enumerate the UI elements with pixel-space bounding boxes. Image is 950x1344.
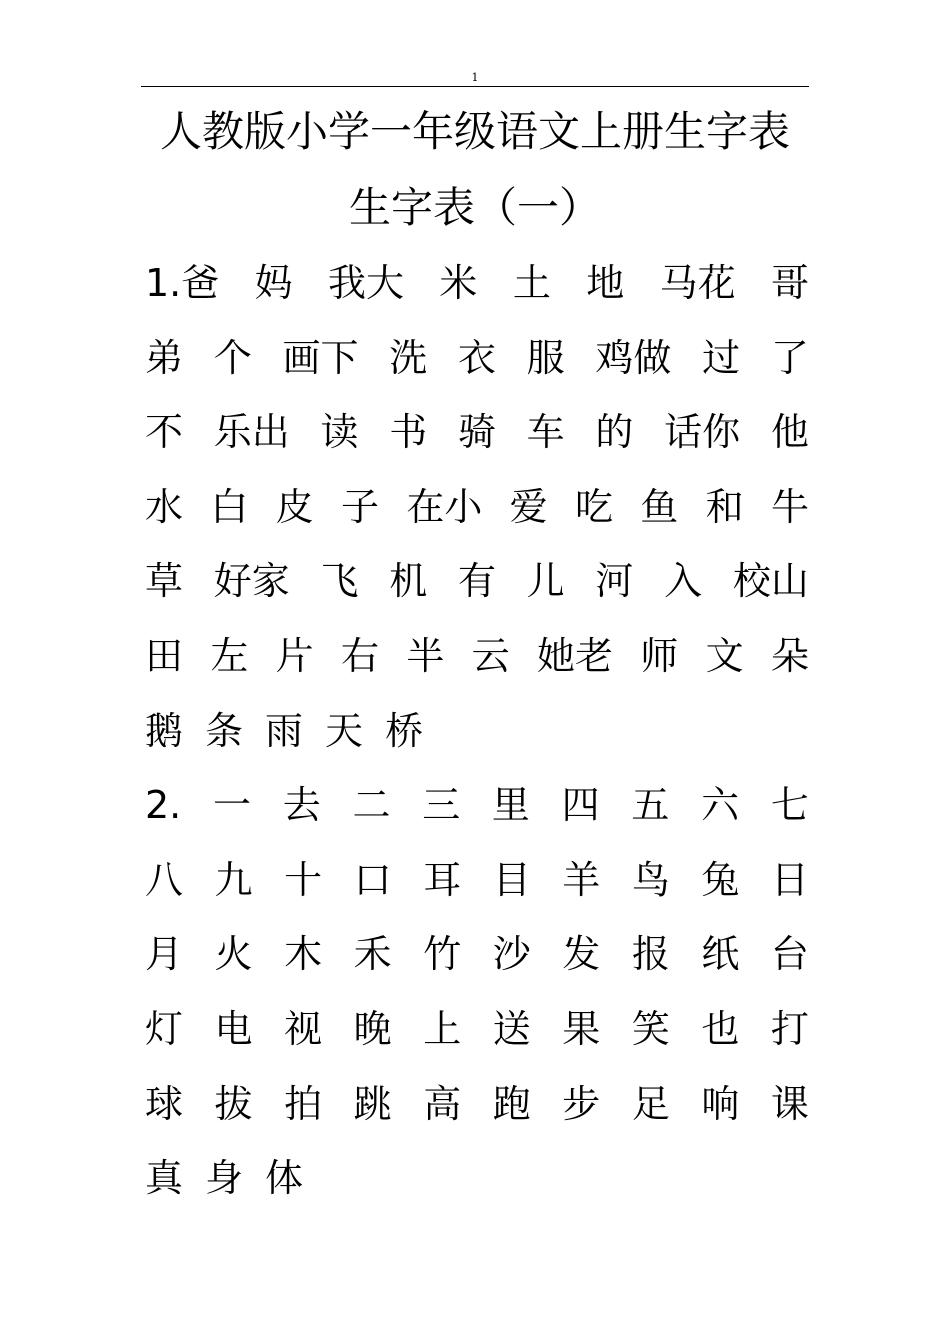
character-item: 送 <box>492 1007 531 1051</box>
character-item: 六 <box>701 783 740 827</box>
character-item: 沙 <box>492 932 531 976</box>
character-item: 的 <box>595 410 634 454</box>
character-item: 口 <box>353 858 392 902</box>
character-item: 车 <box>526 410 565 454</box>
character-item: 五 <box>631 783 670 827</box>
character-item: 师 <box>640 634 679 678</box>
character-line <box>145 404 809 460</box>
character-line <box>145 479 809 535</box>
character-item: 打 <box>770 1007 809 1051</box>
character-item: 步 <box>562 1082 601 1126</box>
character-item: 响 <box>701 1082 740 1126</box>
character-item: 朵 <box>770 634 809 678</box>
character-item: 校山 <box>732 559 809 603</box>
character-line <box>145 330 809 386</box>
character-line <box>145 553 809 609</box>
character-item: 三 <box>422 783 461 827</box>
character-item: 水 <box>145 485 184 529</box>
character-item: 身 <box>205 1156 244 1200</box>
character-item: 爱 <box>509 485 548 529</box>
character-item: 课 <box>770 1082 809 1126</box>
character-item: 鸟 <box>631 858 670 902</box>
character-item: 2. <box>145 783 182 827</box>
character-item: 发 <box>562 932 601 976</box>
character-item: 视 <box>284 1007 323 1051</box>
character-item: 好家 <box>213 559 290 603</box>
character-item: 雨 <box>265 709 304 753</box>
character-item: 左 <box>210 634 249 678</box>
character-item: 读 <box>320 410 359 454</box>
character-item: 目 <box>492 858 531 902</box>
page-number: 1 <box>471 71 479 84</box>
character-item: 哥 <box>770 261 809 305</box>
character-item: 二 <box>352 783 391 827</box>
character-item: 云 <box>471 634 510 678</box>
character-item: 高 <box>423 1082 462 1126</box>
character-item: 米 <box>439 261 478 305</box>
character-item: 有 <box>457 559 496 603</box>
header-rule <box>141 86 809 87</box>
character-item: 报 <box>631 932 670 976</box>
character-item: 兔 <box>701 858 740 902</box>
document-title: 人教版小学一年级语文上册生字表 <box>159 107 790 156</box>
character-item: 飞 <box>320 559 359 603</box>
character-item: 文 <box>705 634 744 678</box>
character-line <box>145 628 809 684</box>
character-item: 日 <box>770 858 809 902</box>
character-item: 拍 <box>284 1082 323 1126</box>
character-line <box>145 926 809 982</box>
character-line <box>145 852 809 908</box>
character-item: 马花 <box>659 261 736 305</box>
character-item: 鱼 <box>640 485 679 529</box>
character-item: 里 <box>491 783 530 827</box>
character-item: 羊 <box>562 858 601 902</box>
character-item: 了 <box>770 336 809 380</box>
character-item: 八 <box>145 858 184 902</box>
character-item: 机 <box>389 559 428 603</box>
character-item: 九 <box>214 858 253 902</box>
character-item: 田 <box>145 634 184 678</box>
character-item: 不 <box>145 410 184 454</box>
character-item: 台 <box>770 932 809 976</box>
character-item: 吃 <box>574 485 613 529</box>
character-item: 桥 <box>385 709 424 753</box>
character-item: 球 <box>145 1082 184 1126</box>
character-item: 儿 <box>526 559 565 603</box>
character-item: 衣 <box>457 336 496 380</box>
character-item: 服 <box>526 336 565 380</box>
character-item: 半 <box>406 634 445 678</box>
character-item: 拔 <box>214 1082 253 1126</box>
character-item: 片 <box>275 634 314 678</box>
character-item: 一 <box>212 783 251 827</box>
character-item: 子 <box>340 485 379 529</box>
character-item: 天 <box>325 709 364 753</box>
character-item: 入 <box>664 559 703 603</box>
character-item: 跳 <box>353 1082 392 1126</box>
character-item: 体 <box>265 1156 304 1200</box>
character-item: 电 <box>214 1007 253 1051</box>
character-item: 条 <box>205 709 244 753</box>
character-item: 弟 <box>145 336 184 380</box>
character-item: 牛 <box>770 485 809 529</box>
character-item: 也 <box>701 1007 740 1051</box>
character-item: 白 <box>210 485 249 529</box>
character-item: 乐出 <box>213 410 290 454</box>
character-item: 晚 <box>353 1007 392 1051</box>
character-item: 七 <box>770 783 809 827</box>
character-item: 画下 <box>282 336 359 380</box>
character-item: 妈 <box>254 261 293 305</box>
character-item: 跑 <box>492 1082 531 1126</box>
character-item: 火 <box>214 932 253 976</box>
character-line <box>145 1076 809 1132</box>
character-line <box>145 1150 809 1206</box>
character-item: 四 <box>561 783 600 827</box>
character-item: 笑 <box>631 1007 670 1051</box>
character-item: 洗 <box>389 336 428 380</box>
character-item: 右 <box>340 634 379 678</box>
character-item: 去 <box>282 783 321 827</box>
character-item: 话你 <box>664 410 741 454</box>
character-item: 皮 <box>275 485 314 529</box>
character-item: 十 <box>284 858 323 902</box>
character-item: 禾 <box>353 932 392 976</box>
character-item: 耳 <box>423 858 462 902</box>
character-line <box>145 703 809 759</box>
character-item: 河 <box>595 559 634 603</box>
character-item: 在小 <box>406 485 483 529</box>
character-item: 1.爸 <box>145 261 220 305</box>
character-item: 鹅 <box>145 709 184 753</box>
character-item: 鸡做 <box>595 336 672 380</box>
character-line <box>145 1001 809 1057</box>
character-item: 个 <box>213 336 252 380</box>
character-item: 骑 <box>457 410 496 454</box>
character-item: 草 <box>145 559 184 603</box>
character-item: 上 <box>423 1007 462 1051</box>
character-item: 我大 <box>328 261 405 305</box>
character-item: 灯 <box>145 1007 184 1051</box>
section-title: 生字表（一） <box>348 183 601 232</box>
character-item: 和 <box>705 485 744 529</box>
character-item: 真 <box>145 1156 184 1200</box>
character-item: 地 <box>586 261 625 305</box>
character-item: 木 <box>284 932 323 976</box>
character-line <box>145 777 809 833</box>
character-item: 过 <box>702 336 741 380</box>
character-item: 她老 <box>536 634 613 678</box>
character-item: 他 <box>770 410 809 454</box>
character-item: 足 <box>631 1082 670 1126</box>
character-item: 土 <box>512 261 551 305</box>
character-line <box>145 255 809 311</box>
character-item: 果 <box>562 1007 601 1051</box>
character-item: 月 <box>145 932 184 976</box>
character-item: 纸 <box>701 932 740 976</box>
character-item: 竹 <box>423 932 462 976</box>
character-item: 书 <box>389 410 428 454</box>
